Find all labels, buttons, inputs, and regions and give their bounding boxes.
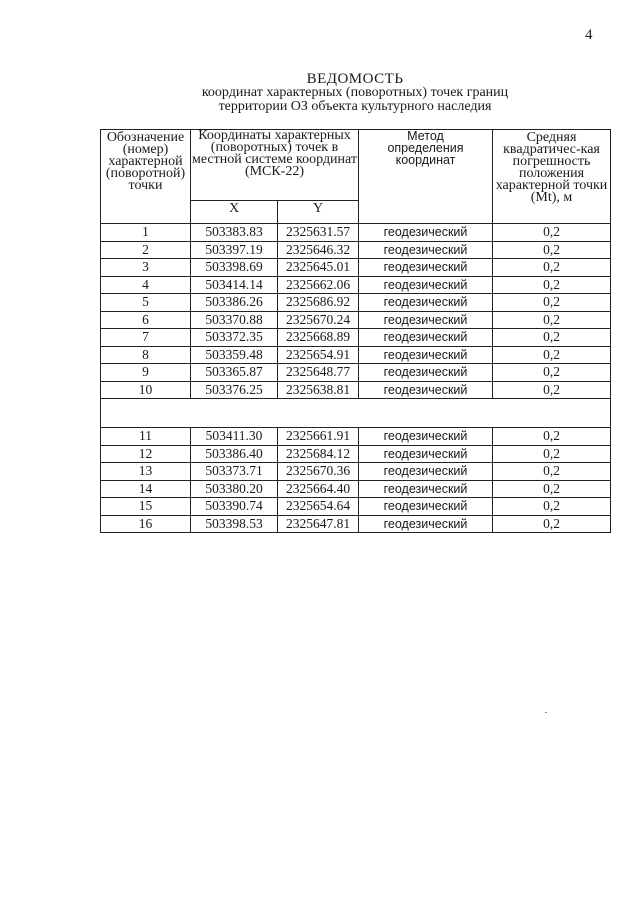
cell-point-number: 13 [101, 463, 191, 481]
table-row [101, 346, 611, 364]
cell-point-number: 11 [101, 428, 191, 446]
cell-y: 2325670.24 [278, 311, 359, 329]
cell-y: 2325648.77 [278, 364, 359, 382]
table-row [101, 329, 611, 347]
cell-method: геодезический [359, 346, 493, 364]
cell-point-number: 16 [101, 515, 191, 533]
cell-x: 503398.69 [191, 259, 278, 277]
cell-accuracy: 0,2 [493, 381, 611, 399]
table-row [101, 276, 611, 294]
cell-accuracy: 0,2 [493, 259, 611, 277]
cell-method: геодезический [359, 259, 493, 277]
cell-y: 2325647.81 [278, 515, 359, 533]
cell-point-number: 10 [101, 381, 191, 399]
cell-x: 503376.25 [191, 381, 278, 399]
cell-point-number: 9 [101, 364, 191, 382]
table-row [101, 498, 611, 516]
cell-x: 503397.19 [191, 241, 278, 259]
coordinates-table [100, 129, 611, 533]
cell-point-number: 1 [101, 224, 191, 242]
table-row [101, 381, 611, 399]
page-number: 4 [585, 27, 593, 43]
table-row [101, 224, 611, 242]
table-header [101, 130, 611, 224]
cell-point-number: 12 [101, 445, 191, 463]
gap-cell [101, 399, 611, 428]
table-gap [101, 399, 611, 428]
cell-accuracy: 0,2 [493, 329, 611, 347]
cell-y: 2325684.12 [278, 445, 359, 463]
cell-y: 2325638.81 [278, 381, 359, 399]
cell-accuracy: 0,2 [493, 364, 611, 382]
table-row [101, 428, 611, 446]
document-subtitle-line-1: координат характерных (поворотных) точек границ [201, 85, 509, 100]
cell-x: 503365.87 [191, 364, 278, 382]
cell-accuracy: 0,2 [493, 445, 611, 463]
table-row [101, 480, 611, 498]
cell-x: 503414.14 [191, 276, 278, 294]
document-title: ВЕДОМОСТЬ [306, 71, 404, 87]
cell-point-number: 7 [101, 329, 191, 347]
cell-method: геодезический [359, 463, 493, 481]
cell-accuracy: 0,2 [493, 294, 611, 312]
cell-y: 2325645.01 [278, 259, 359, 277]
cell-accuracy: 0,2 [493, 515, 611, 533]
table-row [101, 463, 611, 481]
cell-accuracy: 0,2 [493, 276, 611, 294]
cell-method: геодезический [359, 311, 493, 329]
gap-row [101, 399, 611, 428]
header-method: Метод определения координат [359, 130, 493, 224]
cell-accuracy: 0,2 [493, 241, 611, 259]
cell-y: 2325662.06 [278, 276, 359, 294]
cell-x: 503398.53 [191, 515, 278, 533]
cell-method: геодезический [359, 480, 493, 498]
table-body-group-1 [101, 224, 611, 399]
table-row [101, 241, 611, 259]
cell-method: геодезический [359, 381, 493, 399]
header-coordinates: Координаты характерных (поворотных) точек в местной системе координат (МСК-22) [191, 130, 359, 201]
header-y: Y [278, 201, 359, 224]
cell-y: 2325646.32 [278, 241, 359, 259]
document-subtitle-line-2: территории ОЗ объекта культурного наследия [218, 99, 492, 114]
cell-accuracy: 0,2 [493, 498, 611, 516]
cell-x: 503380.20 [191, 480, 278, 498]
cell-method: геодезический [359, 276, 493, 294]
scan-speck [545, 712, 547, 713]
cell-x: 503390.74 [191, 498, 278, 516]
cell-y: 2325631.57 [278, 224, 359, 242]
cell-accuracy: 0,2 [493, 346, 611, 364]
cell-x: 503386.26 [191, 294, 278, 312]
table-body-group-2 [101, 428, 611, 533]
cell-method: геодезический [359, 294, 493, 312]
title-block [100, 72, 610, 114]
cell-point-number: 6 [101, 311, 191, 329]
cell-method: геодезический [359, 364, 493, 382]
table-row [101, 311, 611, 329]
table-row [101, 294, 611, 312]
cell-y: 2325654.91 [278, 346, 359, 364]
cell-x: 503386.40 [191, 445, 278, 463]
cell-x: 503359.48 [191, 346, 278, 364]
cell-method: геодезический [359, 515, 493, 533]
cell-y: 2325654.64 [278, 498, 359, 516]
header-x: X [191, 201, 278, 224]
table-row [101, 445, 611, 463]
cell-y: 2325668.89 [278, 329, 359, 347]
cell-x: 503372.35 [191, 329, 278, 347]
cell-method: геодезический [359, 329, 493, 347]
cell-point-number: 14 [101, 480, 191, 498]
cell-point-number: 2 [101, 241, 191, 259]
cell-method: геодезический [359, 445, 493, 463]
cell-accuracy: 0,2 [493, 463, 611, 481]
cell-method: геодезический [359, 224, 493, 242]
cell-x: 503383.83 [191, 224, 278, 242]
cell-method: геодезический [359, 498, 493, 516]
cell-point-number: 15 [101, 498, 191, 516]
cell-x: 503373.71 [191, 463, 278, 481]
cell-method: геодезический [359, 241, 493, 259]
cell-point-number: 8 [101, 346, 191, 364]
cell-point-number: 4 [101, 276, 191, 294]
cell-point-number: 5 [101, 294, 191, 312]
table-row [101, 364, 611, 382]
cell-accuracy: 0,2 [493, 480, 611, 498]
table-row [101, 259, 611, 277]
cell-y: 2325670.36 [278, 463, 359, 481]
cell-accuracy: 0,2 [493, 311, 611, 329]
cell-accuracy: 0,2 [493, 428, 611, 446]
header-accuracy: Средняя квадратичес-кая погрешность положения характерной точки (Mt), м [493, 130, 611, 224]
cell-method: геодезический [359, 428, 493, 446]
cell-accuracy: 0,2 [493, 224, 611, 242]
cell-point-number: 3 [101, 259, 191, 277]
table-row [101, 515, 611, 533]
cell-y: 2325664.40 [278, 480, 359, 498]
cell-x: 503370.88 [191, 311, 278, 329]
cell-y: 2325686.92 [278, 294, 359, 312]
header-point-number: Обозначение (номер) характерной (поворотной) точки [101, 130, 191, 224]
cell-y: 2325661.91 [278, 428, 359, 446]
cell-x: 503411.30 [191, 428, 278, 446]
